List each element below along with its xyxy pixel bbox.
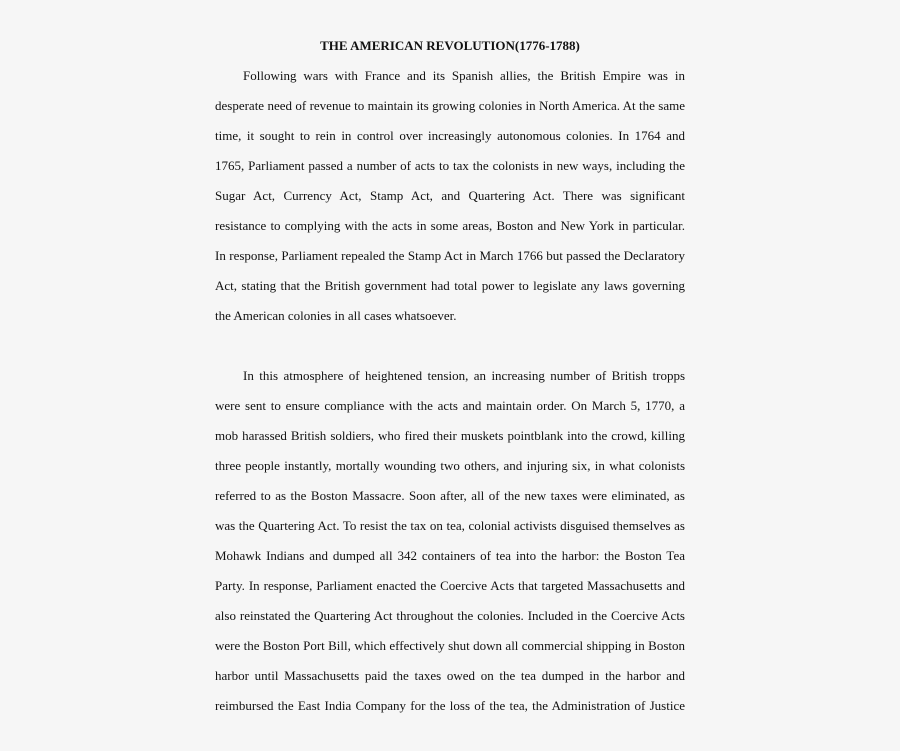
paragraph-line: resistance to complying with the acts in some areas, Boston and New York in particular. xyxy=(215,218,685,233)
paragraph-line: was the Quartering Act. To resist the tax on tea, colonial activists disguised themselves as xyxy=(215,518,685,533)
paragraph-line: time, it sought to rein in control over increasingly autonomous colonies. In 1764 and xyxy=(215,128,685,143)
paragraph-line: Act, stating that the British government had total power to legislate any laws governing xyxy=(215,278,685,293)
paragraph-line: referred to as the Boston Massacre. Soon after, all of the new taxes were eliminated, as xyxy=(215,488,685,503)
paragraph-line: 1765, Parliament passed a number of acts to tax the colonists in new ways, including the xyxy=(215,158,685,173)
paragraph-line: were sent to ensure compliance with the acts and maintain order. On March 5, 1770, a xyxy=(215,398,685,413)
paragraph-line: Mohawk Indians and dumped all 342 containers of tea into the harbor: the Boston Tea xyxy=(215,548,685,563)
paragraph-line: In response, Parliament repealed the Stamp Act in March 1766 but passed the Declaratory xyxy=(215,248,685,263)
paragraph-line: mob harassed British soldiers, who fired their muskets pointblank into the crowd, killing xyxy=(215,428,685,443)
paragraph-line: were the Boston Port Bill, which effectively shut down all commercial shipping in Boston xyxy=(215,638,685,653)
paragraph-2 xyxy=(215,367,685,727)
document-title: THE AMERICAN REVOLUTION(1776-1788) xyxy=(320,38,580,53)
paragraph-line: In this atmosphere of heightened tension, an increasing number of British tropps xyxy=(243,368,685,383)
paragraph-line: Sugar Act, Currency Act, Stamp Act, and Quartering Act. There was significant xyxy=(215,188,685,203)
paragraph-line: harbor until Massachusetts paid the taxes owed on the tea dumped in the harbor and xyxy=(215,668,685,683)
paragraph-line: also reinstated the Quartering Act throughout the colonies. Included in the Coercive Acts xyxy=(215,608,685,623)
paragraph-line: reimbursed the East India Company for the loss of the tea, the Administration of Justice xyxy=(215,698,685,713)
paragraph-1 xyxy=(215,67,685,337)
paragraph-line: desperate need of revenue to maintain its growing colonies in North America. At the same xyxy=(215,98,685,113)
paragraph-line: Party. In response, Parliament enacted the Coercive Acts that targeted Massachusetts and xyxy=(215,578,685,593)
paragraph-line: Following wars with France and its Spanish allies, the British Empire was in xyxy=(243,68,685,83)
paragraph-line: three people instantly, mortally wounding two others, and injuring six, in what colonists xyxy=(215,458,685,473)
paragraph-line: the American colonies in all cases whatsoever. xyxy=(215,308,457,323)
